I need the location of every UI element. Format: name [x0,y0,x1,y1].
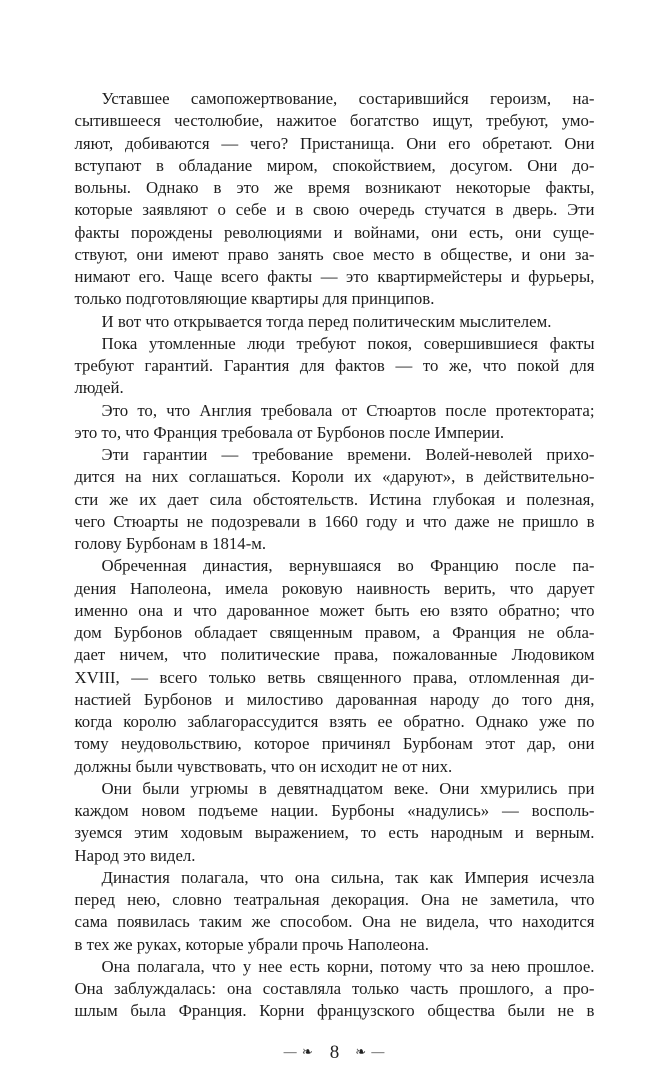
text-line: тому неудовольствию, которое причинял Бурбонам этот дар, они [74,734,595,754]
ornament-right-icon: ❧ — [355,1043,386,1059]
paragraph [75,555,595,778]
text-line: Эти гарантии — требование времени. Волей-неволей прихо- [101,445,595,464]
paragraph [75,444,595,555]
text-line: Они были угрюмы в девятнадцатом веке. Они хмурились при [101,778,595,798]
text-line: факты порождены революциями и войнами, они есть, они суще- [74,222,595,242]
text-line: настией Бурбонов и милостиво дарованная народу до того дня, [74,689,595,709]
text-line: вольны. Однако в это же время возникают некоторые факты, [74,178,595,197]
text-line: которые заявляют о себе и в свою очередь стучатся в дверь. Эти [74,200,595,220]
text-line: только подготовляющие квартиры для принципов. [74,289,435,309]
text-line: Династия полагала, что она сильна, так как Империя исчезла [101,867,595,887]
paragraph [75,956,595,1023]
text-line: должны были чувствовать, что он исходит не от них. [74,756,453,776]
text-line: вступают в обладание миром, спокойствием, досугом. Они до- [74,155,595,175]
text-line: голову Бурбонам в 1814-м. [74,534,267,553]
ornament-left-icon: — ❧ [283,1043,314,1059]
page-footer [0,1039,669,1066]
text-line: Уставшее самопожертвование, состарившийся героизм, на- [101,89,595,108]
text-line: Пока утомленные люди требуют покоя, совершившиеся факты [101,333,595,353]
text-line: XVIII, — всего только ветвь священного права, отломленная ди- [74,667,595,687]
text-line: дом Бурбонов обладает священным правом, а Франция не обла- [74,623,595,642]
paragraph [75,311,595,333]
text-line: шлым была Франция. Корни французского общества были не в [74,1001,595,1021]
text-line: дает ничем, что политические права, пожалованные Людовиком [74,645,595,665]
text-line: сти же их дает сила обстоятельств. Истина глубокая и полезная, [74,489,595,509]
text-line: сытившееся честолюбие, нажитое богатство ищут, требуют, умо- [74,111,595,131]
text-line: Это то, что Англия требовала от Стюартов после протектората; [101,400,595,420]
text-line: сама появилась таким же способом. Она не видела, что находится [74,912,595,932]
text-line: нимают его. Чаще всего факты — это квартирмейстеры и фурьеры, [74,267,595,286]
text-line: Она заблуждалась: она составляла только часть прошлого, а про- [74,979,595,998]
text-line: ствуют, они имеют право занять свое место в обществе, и они за- [74,244,595,264]
text-line: чего Стюарты не подозревали в 1660 году и что даже не пришло в [74,511,595,531]
text-line: в тех же руках, которые убрали прочь Наполеона. [74,934,429,954]
page-body-text [75,88,595,1023]
text-line: дения Наполеона, имела роковую наивность верить, что дарует [74,578,595,598]
paragraph [75,778,595,867]
text-line: людей. [74,378,124,398]
text-line: И вот что открывается тогда перед политическим мыслителем. [101,311,552,331]
paragraph [75,333,595,400]
page-number: 8 [329,1041,340,1063]
paragraph [75,400,595,445]
text-line: это то, что Франция требовала от Бурбонов после Империи. [74,422,505,442]
text-line: каждом новом подъеме нации. Бурбоны «надулись» — восполь- [74,801,595,820]
text-line: Народ это видел. [74,845,196,865]
paragraph [75,88,595,311]
text-line: Она полагала, что у нее есть корни, потому что за нею прошлое. [101,956,595,976]
text-line: перед нею, словно театральная декорация. Она не заметила, что [74,890,595,909]
text-line: Обреченная династия, вернувшаяся во Францию после па- [101,556,595,576]
text-line: ляют, добиваются — чего? Пристанища. Они его обретают. Они [74,133,595,153]
paragraph [75,867,595,956]
text-line: когда королю заблагорассудится взять ее обратно. Однако уже по [74,712,595,731]
text-line: дится на них соглашаться. Короли их «даруют», в действительно- [74,467,595,487]
text-line: зуемся этим ходовым выражением, то есть народным и верным. [74,823,595,843]
text-line: именно она и что дарованное может быть ею взято обратно; что [74,600,595,620]
text-line: требуют гарантий. Гарантия для фактов — то же, что покой для [74,356,595,375]
